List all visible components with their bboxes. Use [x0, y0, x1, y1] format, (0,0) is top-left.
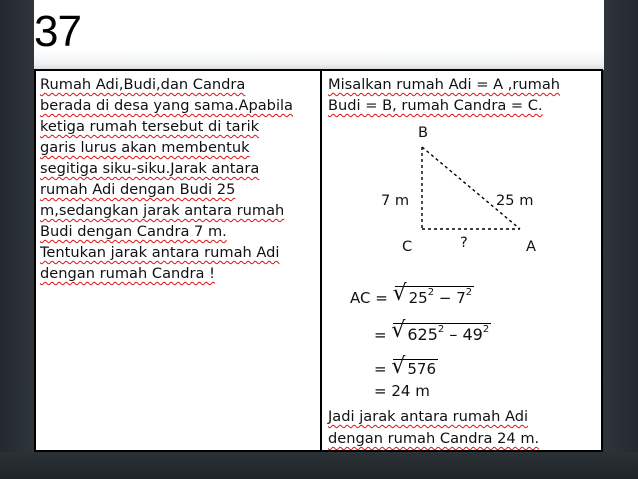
- equation-prefix: =: [374, 326, 387, 344]
- radicand-b: 49: [462, 325, 483, 344]
- question-line: dengan rumah Candra !: [40, 265, 215, 282]
- radicand-a: 25: [408, 289, 428, 307]
- sqrt-expression: [395, 286, 475, 307]
- conclusion-line-2: dengan rumah Candra 24 m.: [328, 430, 540, 447]
- exponent-a: 2: [427, 287, 435, 298]
- column-divider: [320, 71, 322, 450]
- equation-step-1: [350, 286, 474, 307]
- answer-column: [326, 74, 601, 450]
- radicand-a: 625: [407, 325, 438, 344]
- exponent-b: 2: [465, 287, 473, 298]
- question-line: ketiga rumah tersebut di tarik: [40, 118, 260, 135]
- minus-sign: –: [449, 325, 458, 344]
- answer-intro-line-2: Budi = B, rumah Candra = C.: [328, 97, 543, 114]
- equation-step-3: [374, 359, 438, 378]
- question-line: segitiga siku-siku.Jarak antara: [40, 160, 260, 177]
- radicand: 576: [407, 360, 436, 378]
- equation-step-2: [374, 323, 491, 344]
- vertex-a-label: A: [526, 238, 536, 255]
- question-column: [40, 74, 318, 284]
- side-ba: [422, 147, 520, 229]
- radicand-b: 7: [456, 289, 466, 307]
- sqrt-expression: [393, 359, 438, 378]
- side-ca-label: ?: [460, 234, 468, 251]
- bottom-frame: [0, 452, 638, 479]
- equation-prefix: =: [374, 360, 387, 378]
- question-line: Rumah Adi,Budi,dan Candra: [40, 76, 246, 93]
- right-frame: [604, 0, 638, 479]
- question-line: rumah Adi dengan Budi 25: [40, 181, 236, 198]
- minus-sign: −: [438, 289, 452, 307]
- equation-step-4: = 24 m: [374, 382, 430, 400]
- equation-prefix: AC =: [350, 289, 388, 307]
- exponent-a: 2: [437, 324, 445, 335]
- content-table: [34, 69, 603, 452]
- question-line: Budi dengan Candra 7 m.: [40, 223, 227, 240]
- slide-number: 37: [34, 7, 81, 56]
- conclusion-line-1: Jadi jarak antara rumah Adi: [328, 408, 529, 425]
- slide-header-band: [0, 0, 638, 70]
- vertex-b-label: B: [418, 124, 429, 141]
- answer-intro-line-1: Misalkan rumah Adi = A ,rumah: [328, 76, 561, 93]
- question-line: berada di desa yang sama.Apabila: [40, 97, 293, 114]
- sqrt-expression: [393, 323, 491, 344]
- side-bc-label: 7 m: [381, 192, 410, 209]
- exponent-b: 2: [482, 324, 490, 335]
- side-ba-label: 25 m: [496, 192, 534, 209]
- question-line: m,sedangkan jarak antara rumah: [40, 202, 285, 219]
- question-line: garis lurus akan membentuk: [40, 139, 250, 156]
- question-line: Tentukan jarak antara rumah Adi: [40, 244, 280, 261]
- left-frame: [0, 0, 34, 479]
- vertex-c-label: C: [402, 238, 413, 255]
